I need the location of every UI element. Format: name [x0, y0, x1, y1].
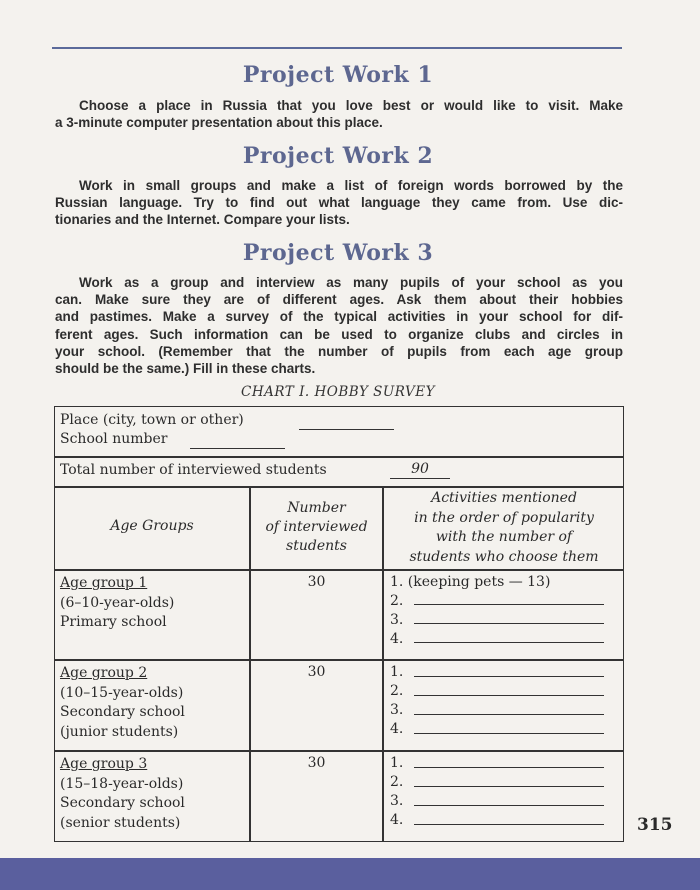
- activity-item: 4.: [390, 812, 404, 828]
- age-group-1-count: 30: [307, 574, 326, 590]
- paragraph-line: Work as a group and interview as many pupils of your school as you: [79, 275, 623, 290]
- activity-item: 3.: [390, 793, 404, 809]
- activity-blank[interactable]: [414, 824, 604, 825]
- paragraph-line: should be the same.) Fill in these charts.: [55, 361, 316, 377]
- activity-item: 1.: [390, 755, 404, 771]
- activity-blank[interactable]: [414, 676, 604, 677]
- paragraph-line: Choose a place in Russia that you love best or would like to visit. Make: [79, 98, 623, 113]
- header-activities: [384, 489, 624, 567]
- header-number-line: students: [286, 538, 347, 554]
- header-activities-line: students who choose them: [409, 548, 599, 565]
- activity-item: 2.: [390, 774, 404, 790]
- activity-item: 2.: [390, 683, 404, 699]
- header-number-line: Number: [287, 500, 346, 516]
- activity-item: 4.: [390, 721, 404, 737]
- place-label: Place (city, town or other): [60, 412, 244, 428]
- age-group-ages: (10–15-year-olds): [60, 684, 184, 701]
- header-activities-line: with the number of: [435, 529, 573, 545]
- age-group-1-cell: [60, 574, 174, 633]
- row-divider: [54, 486, 624, 488]
- paragraph-line: Russian language. Try to find out what language they came from. Use dic-: [55, 195, 623, 211]
- page-number: 315: [637, 815, 673, 835]
- header-activities-line: Activities mentioned: [431, 490, 577, 506]
- row-divider: [54, 456, 624, 458]
- activity-blank[interactable]: [414, 623, 604, 624]
- header-number-line: of interviewed: [265, 519, 368, 535]
- project-1-title: Project Work 1: [242, 62, 434, 88]
- activity-item: 3.: [390, 612, 404, 628]
- total-label: Total number of interviewed students: [60, 462, 327, 478]
- row-divider: [54, 569, 624, 571]
- place-blank[interactable]: [299, 429, 394, 430]
- header-age-groups: Age Groups: [110, 518, 194, 534]
- project-3-text: [55, 274, 623, 377]
- age-group-3-cell: [60, 755, 185, 833]
- row-divider: [54, 659, 624, 661]
- paragraph-line: your school. (Remember that the number of pupils from each age group: [55, 343, 623, 359]
- paragraph-line: a 3-minute computer presentation about this place.: [55, 115, 383, 131]
- activity-blank[interactable]: [414, 767, 604, 768]
- age-group-3-count: 30: [307, 755, 326, 771]
- project-2-text: [55, 177, 623, 229]
- age-group-school: Secondary school: [60, 795, 185, 811]
- activity-item: 4.: [390, 631, 404, 647]
- age-group-2-count: 30: [307, 664, 326, 680]
- paragraph-line: Work in small groups and make a list of foreign words borrowed by the: [79, 178, 623, 193]
- project-3-title: Project Work 3: [242, 240, 434, 266]
- age-group-name: Age group 2: [60, 665, 148, 681]
- paragraph-line: can. Make sure they are of different ages. Ask them about their hobbies: [55, 292, 623, 308]
- activity-blank[interactable]: [414, 604, 604, 605]
- age-group-ages: (15–18-year-olds): [60, 775, 184, 792]
- activity-item: 2.: [390, 593, 404, 609]
- age-group-school: Primary school: [60, 614, 167, 630]
- top-rule: [52, 47, 622, 49]
- age-group-school: Secondary school: [60, 704, 185, 720]
- school-number-blank[interactable]: [190, 448, 285, 449]
- chart-title: CHART I. HOBBY SURVEY: [241, 384, 435, 400]
- activity-blank[interactable]: [414, 714, 604, 715]
- paragraph-line: tionaries and the Internet. Compare your lists.: [55, 212, 350, 228]
- activity-blank[interactable]: [414, 786, 604, 787]
- project-1-text: [55, 97, 623, 131]
- age-group-name: Age group 3: [60, 756, 148, 772]
- project-2-title: Project Work 2: [242, 143, 434, 169]
- activity-blank[interactable]: [414, 642, 604, 643]
- age-group-ages: (6–10-year-olds): [60, 594, 175, 611]
- paragraph-line: and pastimes. Make a survey of the typical activities in your school for dif-: [55, 309, 623, 325]
- activity-blank[interactable]: [414, 695, 604, 696]
- age-group-2-cell: [60, 664, 185, 742]
- bottom-color-band: [0, 858, 700, 890]
- header-activities-line: in the order of popularity: [414, 509, 594, 526]
- total-value: 90: [390, 461, 450, 479]
- school-number-label: School number: [60, 431, 168, 447]
- activity-item: 3.: [390, 702, 404, 718]
- activity-blank[interactable]: [414, 733, 604, 734]
- age-group-extra: (junior students): [60, 723, 179, 740]
- row-divider: [54, 750, 624, 752]
- age-group-extra: (senior students): [60, 814, 181, 831]
- activity-blank[interactable]: [414, 805, 604, 806]
- activity-item: 1.: [390, 664, 404, 680]
- header-number: [251, 499, 382, 556]
- activity-item: 1. (keeping pets — 13): [390, 574, 551, 590]
- age-group-name: Age group 1: [60, 575, 148, 591]
- paragraph-line: ferent ages. Such information can be used to organize clubs and circles in: [55, 326, 623, 342]
